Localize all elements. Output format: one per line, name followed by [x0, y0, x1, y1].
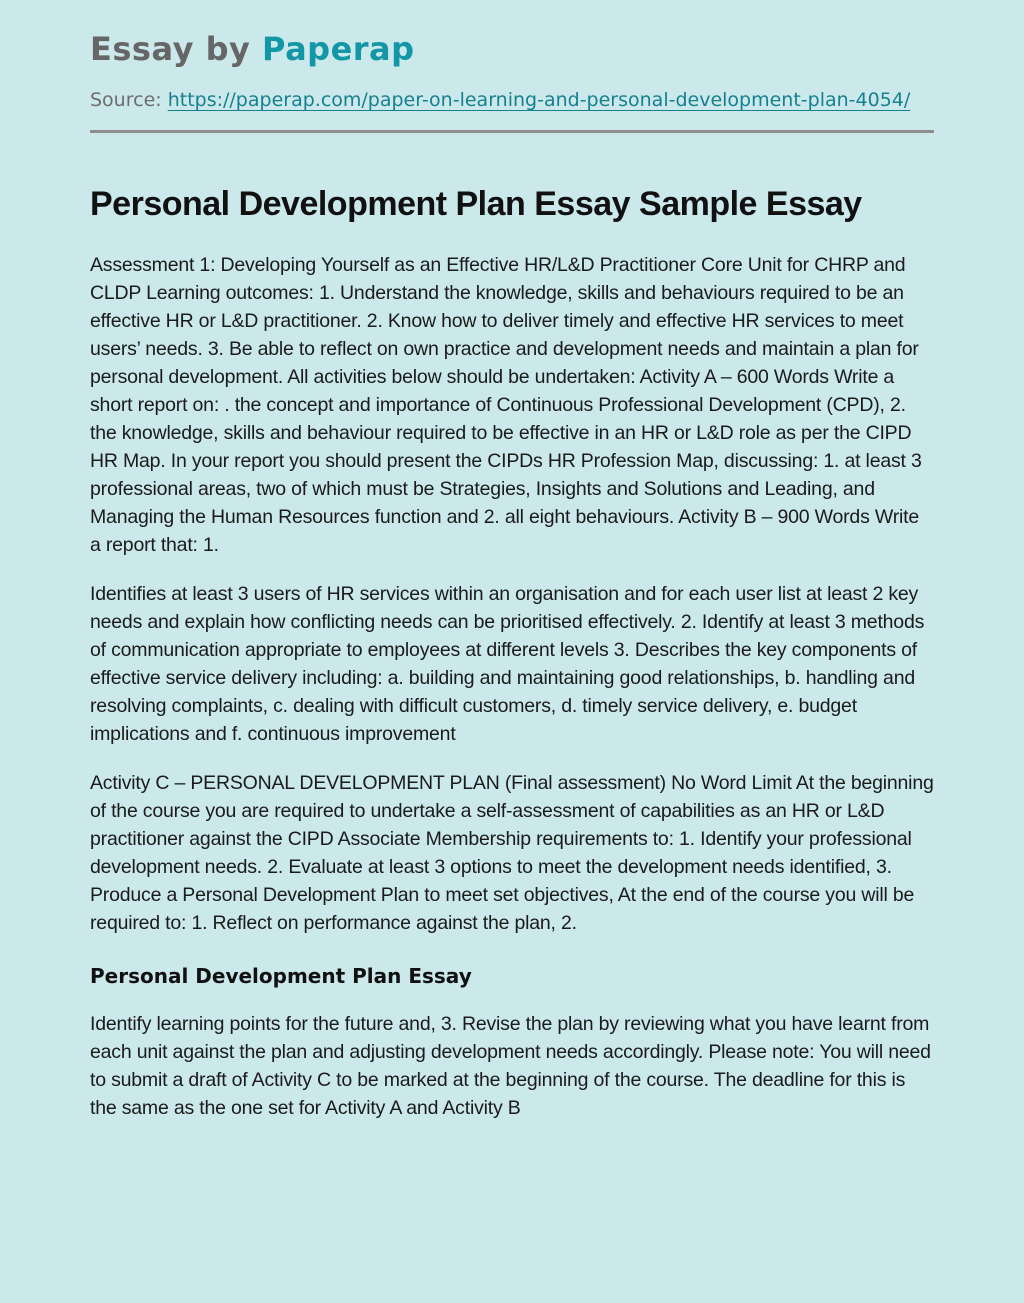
- site-title: [90, 30, 934, 68]
- essay-paragraph-1: Assessment 1: Developing Yourself as an Effective HR/L&D Practitioner Core Unit for CHRP and CLDP Learning outcomes: 1. Understand the knowledge, skills and behaviours required to be an effective HR or L&D practitioner. 2. Know how to deliver timely and effective HR services to meet users’ needs. 3. Be able to reflect on own practice and development needs and maintain a plan for personal development. All activities below should be undertaken: Activity A – 600 Words Write a short report on: . the concept and importance of Continuous Professional Development (CPD), 2. the knowledge, skills and behaviour required to be effective in an HR or L&D role as per the CIPD HR Map. In your report you should present the CIPDs HR Profession Map, discussing: 1. at least 3 professional areas, two of which must be Strategies, Insights and Solutions and Leading, and Managing the Human Resources function and 2. all eight behaviours. Activity B – 900 Words Write a report that: 1.: [90, 254, 922, 557]
- essay-content: [90, 185, 934, 1122]
- source-line: [90, 89, 934, 111]
- section-subheading: Personal Development Plan Essay: [90, 964, 472, 989]
- source-url-link[interactable]: https://paperap.com/paper-on-learning-and-personal-development-plan-4054/: [167, 89, 911, 112]
- article-title: Personal Development Plan Essay Sample Essay: [90, 185, 862, 224]
- page-header: [90, 30, 934, 133]
- essay-paragraph-2: Identifies at least 3 users of HR services within an organisation and for each user list at least 2 key needs and explain how conflicting needs can be prioritised effectively. 2. Identify at least 3 methods of communication appropriate to employees at different levels 3. Describes the key components of effective service delivery including: a. building and maintaining good relationships, b. handling and resolving complaints, c. dealing with difficult customers, d. timely service delivery, e. budget implications and f. continuous improvement: [90, 583, 925, 746]
- brand-link[interactable]: Paperap: [261, 30, 415, 68]
- divider: [90, 130, 934, 133]
- source-label: Source:: [90, 89, 168, 112]
- site-title-prefix: Essay by: [90, 30, 262, 68]
- essay-paragraph-3: Activity C – PERSONAL DEVELOPMENT PLAN (Final assessment) No Word Limit At the beginning of the course you are required to undertake a self-assessment of capabilities as an HR or L&D practitioner against the CIPD Associate Membership requirements to: 1. Identify your professional development needs. 2. Evaluate at least 3 options to meet the development needs identified, 3. Produce a Personal Development Plan to meet set objectives, At the end of the course you will be required to: 1. Reflect on performance against the plan, 2.: [90, 772, 934, 935]
- essay-paragraph-4: Identify learning points for the future and, 3. Revise the plan by reviewing what you have learnt from each unit against the plan and adjusting development needs accordingly. Please note: You will need to submit a draft of Activity C to be marked at the beginning of the course. The deadline for this is the same as the one set for Activity A and Activity B: [90, 1013, 931, 1120]
